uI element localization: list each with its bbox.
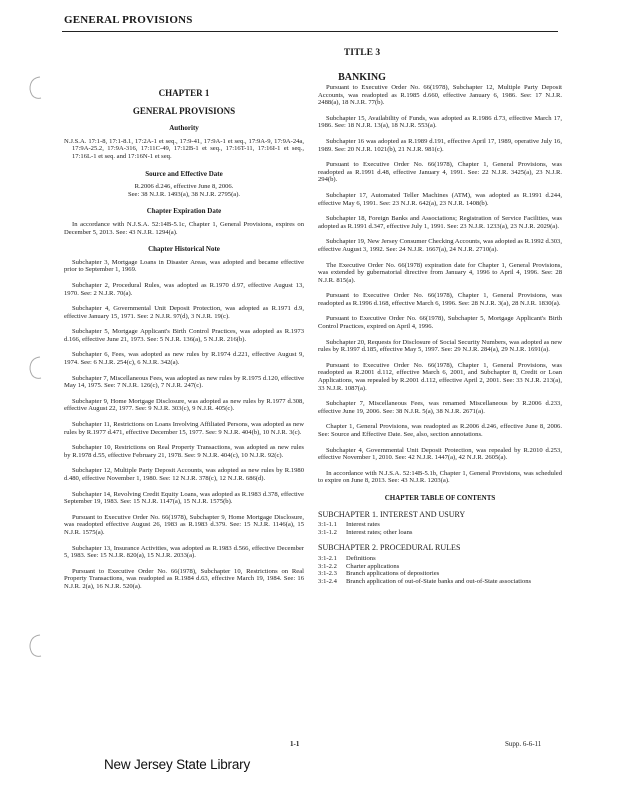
toc-item[interactable] (318, 570, 562, 578)
historical-note-paragraph: Subchapter 16 was adopted as R.1989 d.191, effective April 17, 1989, operative July 16, 1989. See: 20 N.J.R. 1021(b), 21 N.J.R. 981(c). (318, 137, 562, 153)
historical-note-paragraph: Subchapter 5, Mortgage Applicant's Birth Control Practices, was adopted as R.1973 d.166, effective June 21, 1973. See: 5 N.J.R. 136(a), 5 N.J.R. 216(b). (64, 328, 304, 343)
historical-note-paragraph: Subchapter 11, Restrictions on Loans Involving Affiliated Persons, was adopted as new rules by R.1977 d.471, effective December 15, 1977. See: 9 N.J.R. 404(b), 10 N.J.R. 3(c). (64, 421, 304, 436)
historical-note-paragraph: Subchapter 13, Insurance Activities, was adopted as R.1983 d.566, effective December 5, 1983. See: 15 N.J.R. 820(a), 15 N.J.R. 2033(a). (64, 544, 304, 560)
historical-note-paragraph: Subchapter 17, Automated Teller Machines (ATM), was adopted as R.1991 d.244, effective May 6, 1991. See: 23 N.J.R. 642(a), 23 N.J.R. 1408(b). (318, 191, 562, 207)
source-line-1: R.2006 d.246, effective June 8, 2006. (134, 183, 234, 191)
historical-note-paragraph: Subchapter 4, Governmental Unit Deposit Protection, was adopted as R.1971 d.9, effective January 15, 1971. See: 2 N.J.R. 97(d), 3 N.J.R. 19(c). (64, 305, 304, 320)
historical-note-paragraph: Subchapter 7, Miscellaneous Fees, was renamed Miscellaneous by R.2006 d.233, effective June 19, 2006. See: 38 N.J.R. 5(a), 38 N.J.R. 2671(a). (318, 400, 562, 415)
section-title: Branch applications of depositories (346, 570, 440, 578)
historical-note-paragraph: Pursuant to Executive Order No. 66(1978), Subchapter 9, Home Mortgage Disclosure, was readopted effective August 26, 1983 as R.1983 d.379. See: 15 N.J.R. 1146(a), 15 N.J.R. 1575(a). (64, 513, 304, 536)
historical-note-paragraph: Pursuant to Executive Order No. 66(1978), Subchapter 10, Restrictions on Real Property Transactions, was readopted as R.1984 d.63, effective March 19, 1984. See: 16 N.J.R. 2(a), 16 N.J.R. 520(a). (64, 567, 304, 590)
historical-note-paragraph: Subchapter 7, Miscellaneous Fees, was adopted as new rules by R.1975 d.120, effective May 14, 1975. See: 7 N.J.R. 126(c), 7 N.J.R. 247(c). (64, 374, 304, 390)
historical-note-paragraph: In accordance with N.J.S.A. 52:14B-5.1b, Chapter 1, General Provisions, was scheduled to expire on June 8, 2013. See: 43 N.J.R. 1203(a). (318, 469, 562, 485)
authority-heading: Authority (169, 124, 199, 133)
section-title: Branch application of out-of-State banks and out-of-State associations (346, 577, 532, 585)
subchapter-2-heading: SUBCHAPTER 2. PROCEDURAL RULES (318, 543, 461, 553)
expiration-heading: Chapter Expiration Date (146, 207, 222, 216)
section-title: Interest rates; other loans (346, 528, 413, 536)
historical-note-paragraph: Subchapter 6, Fees, was adopted as new rules by R.1974 d.221, effective August 9, 1974. See: 6 N.J.R. 254(c), 6 N.J.R. 342(a). (64, 351, 304, 367)
section-number: 3:1-1.2 (318, 528, 337, 536)
library-watermark: New Jersey State Library (104, 757, 251, 772)
authority-text: N.J.S.A. 17:1-8, 17:1-8.1, 17:2A-1 et seq., 17:9-41, 17:9A-1 et seq., 17:9A-9, 17:9A-24a, 17:9A-25.2, 17:9A-316, 17:11C-49, 17:12B-1 et seq., 17:16T-11, 17:16I-1 et seq., 17:16L-1 et seq. and 17:16N-1 et seq. (64, 137, 304, 160)
historical-note-paragraph: Subchapter 3, Mortgage Loans in Disaster Areas, was adopted and became effective prior to September 1, 1969. (64, 258, 304, 274)
section-number: 3:1-2.4 (318, 577, 337, 585)
historical-note-paragraph: Subchapter 15, Availability of Funds, was adopted as R.1986 d.73, effective March 17, 1986. See: 18 N.J.R. 13(a), 18 N.J.R. 553(a). (318, 114, 562, 130)
historical-note-paragraph: Subchapter 19, New Jersey Consumer Checking Accounts, was adopted as R.1992 d.303, effective August 3, 1992. See: 24 N.J.R. 1667(a), 24 N.J.R. 2710(a). (318, 238, 562, 253)
left-column (64, 90, 304, 599)
section-number: 3:1-2.1 (318, 554, 337, 562)
toc-item[interactable] (318, 529, 562, 537)
historical-note-heading: Chapter Historical Note (148, 245, 220, 254)
section-title: Interest rates (346, 521, 380, 529)
binder-hole-mark-bottom (24, 632, 48, 660)
historical-note-paragraph: Subchapter 14, Revolving Credit Equity Loans, was adopted as R.1983 d.378, effective September 19, 1983. See: 15 N.J.R. 1147(a), 15 N.J.R. 1575(b). (64, 490, 304, 506)
binder-hole-mark-middle (24, 354, 48, 382)
binder-hole-mark-top (24, 74, 48, 102)
right-column (318, 84, 562, 585)
historical-note-paragraph: Subchapter 4, Governmental Unit Deposit Protection, was repealed by R.2010 d.253, effective November 1, 2010. See: 42 N.J.R. 1447(a), 42 N.J.R. 2605(a). (318, 446, 562, 462)
toc-item[interactable] (318, 555, 562, 563)
expiration-text: In accordance with N.J.S.A. 52:14B-5.1c, Chapter 1, General Provisions, expires on December 5, 2013. See: 43 N.J.R. 1294(a). (64, 220, 304, 236)
historical-note-paragraph: Subchapter 20, Requests for Disclosure of Social Security Numbers, was adopted as new rules by R.1997 d.185, effective May 5, 1997. See: 29 N.J.R. 284(a), 29 N.J.R. 1691(a). (318, 338, 562, 354)
section-number: 3:1-2.3 (318, 570, 337, 578)
toc-item[interactable] (318, 563, 562, 571)
page-number: 1-1 (290, 740, 300, 748)
historical-note-paragraph: Subchapter 18, Foreign Banks and Associations; Registration of Service Facilities, was adopted as R.1991 d.347, effective July 1, 1991. See: 23 N.J.R. 1233(a), 23 N.J.R. 2029(a). (318, 215, 562, 230)
chapter-name: GENERAL PROVISIONS (132, 105, 236, 116)
subchapter-1-heading: SUBCHAPTER 1. INTEREST AND USURY (318, 509, 466, 519)
toc-item[interactable] (318, 578, 562, 586)
title-number: TITLE 3 (343, 48, 381, 58)
historical-note-paragraph: Pursuant to Executive Order No. 66(1978), Chapter 1, General Provisions, was readopted as R.1996 d.168, effective March 6, 1996. See: 28 N.J.R. 3(a), 28 N.J.R. 1830(a). (318, 292, 562, 307)
section-title: Charter applications (346, 562, 400, 570)
chapter-heading: CHAPTER 1 (158, 88, 210, 98)
historical-note-paragraph: Pursuant to Executive Order No. 66(1978), Subchapter 5, Mortgage Applicant's Birth Control Practices, expired on April 4, 1996. (318, 315, 562, 331)
historical-note-paragraph: Pursuant to Executive Order No. 66(1978), Chapter 1, General Provisions, was readopted as R.1991 d.48, effective January 4, 1991. See: 22 N.J.R. 3425(a), 23 N.J.R. 294(b). (318, 161, 562, 184)
section-title: Definitions (346, 554, 376, 562)
source-line-2: See: 38 N.J.R. 1493(a), 38 N.J.R. 2795(a). (127, 190, 241, 198)
title-name: BANKING (338, 72, 386, 83)
table-of-contents-heading: CHAPTER TABLE OF CONTENTS (384, 493, 496, 502)
historical-note-paragraph: Pursuant to Executive Order No. 66(1978), Subchapter 12, Multiple Party Deposit Accounts, was readopted as R.1985 d.660, effective January 6, 1986. See: 17 N.J.R. 2488(a), 18 N.J.R. 77(b). (318, 84, 562, 107)
source-heading: Source and Effective Date (145, 169, 223, 178)
section-number: 3:1-2.2 (318, 562, 337, 570)
historical-note-paragraph: Subchapter 2, Procedural Rules, was adopted as R.1970 d.97, effective August 13, 1970. See: 2 N.J.R. 70(a). (64, 281, 304, 297)
historical-note-paragraph: Subchapter 9, Home Mortgage Disclosure, was adopted as new rules by R.1977 d.308, effective August 22, 1977. See: 9 N.J.R. 303(c), 9 N.J.R. 405(c). (64, 397, 304, 413)
supplement-date: Supp. 6-6-11 (505, 740, 542, 748)
header-rule (62, 31, 558, 32)
running-head: GENERAL PROVISIONS (64, 14, 193, 26)
historical-note-paragraph: Pursuant to Executive Order No. 66(1978), Chapter 1, General Provisions, was readopted as R.2001 d.112, effective March 6, 2001, and Subchapter 8, Credit or Loan Applications, was repealed by R.2001 d.112, effective April 2, 2001. See: 33 N.J.R. 213(a), 33 N.J.R. 1087(a). (318, 361, 562, 392)
toc-item[interactable] (318, 521, 562, 529)
historical-note-paragraph: Subchapter 12, Multiple Party Deposit Accounts, was adopted as new rules by R.1980 d.480, effective November 1, 1980. See: 12 N.J.R. 378(c), 12 N.J.R. 686(d). (64, 467, 304, 482)
historical-note-paragraph: Subchapter 10, Restrictions on Real Property Transactions, was adopted as new rules by R.1978 d.55, effective February 21, 1978. See: 9 N.J.R. 404(c), 10 N.J.R. 92(c). (64, 444, 304, 459)
section-number: 3:1-1.1 (318, 521, 337, 529)
historical-note-paragraph: Chapter 1, General Provisions, was readopted as R.2006 d.246, effective June 8, 2006. See: Source and Effective Date. See, also, section annotations. (318, 423, 562, 438)
historical-note-paragraph: The Executive Order No. 66(1978) expiration date for Chapter 1, General Provisions, was extended by gubernatorial directive from January 4, 1996 to April 4, 1996. See: 28 N.J.R. 815(a). (318, 261, 562, 284)
